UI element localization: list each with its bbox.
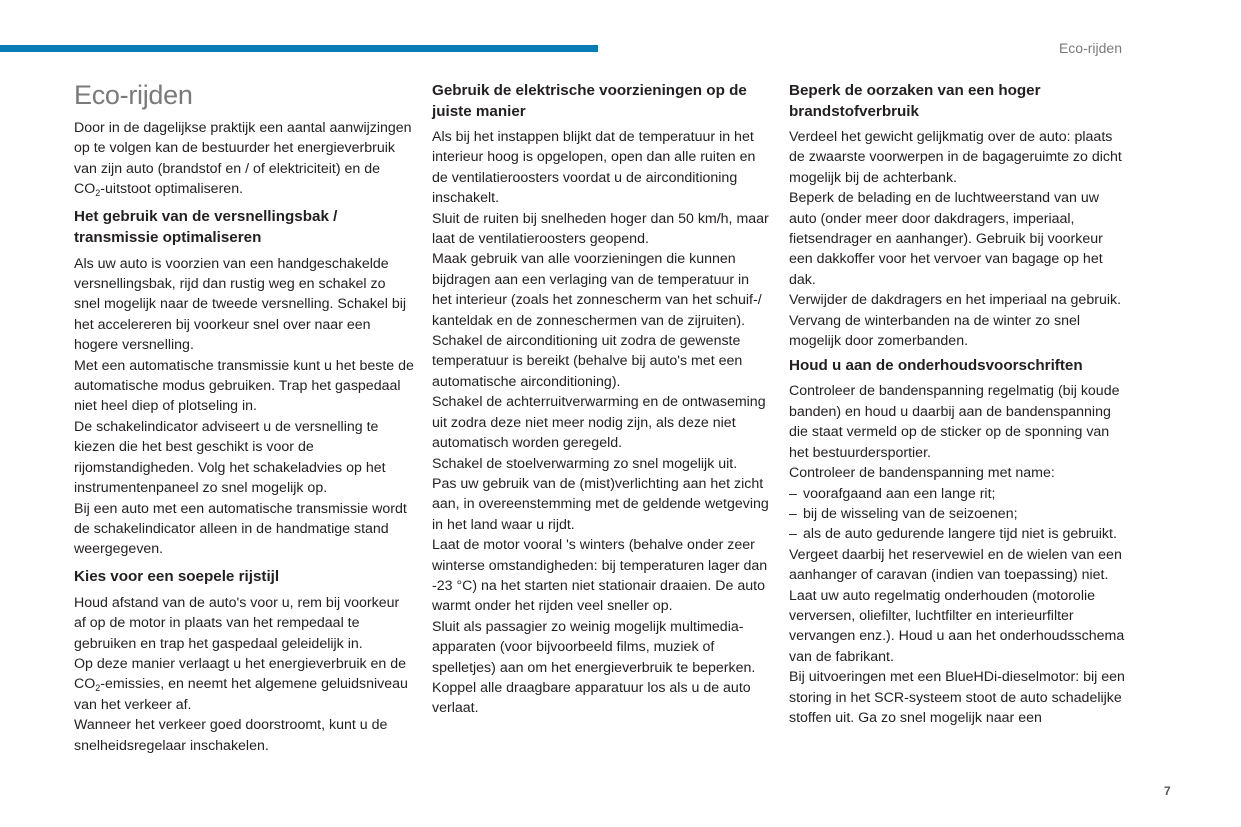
paragraph: Controleer de bandenspanning met name: xyxy=(789,465,1055,482)
paragraph: Beperk de belading en de luchtweerstand van uw auto (onder meer door dakdragers, imperiaal, fietsendrager en aanhanger). Gebruik bij voorkeur een dakkoffer voor het vervoer van bagage op het dak. xyxy=(789,190,1103,288)
list-item-text: bij de wisseling van de seizoenen; xyxy=(803,505,1018,522)
list-item xyxy=(789,524,1129,544)
paragraph: Als uw auto is voorzien van een handgeschakelde versnellingsbak, rijd dan rustig weg en schakel zo snel mogelijk naar de tweede versnelling. Schakel bij het accelereren bij voorkeur snel over naar een hogere versnelling. xyxy=(74,255,407,354)
header-accent-bar xyxy=(0,45,598,52)
section-heading-fuel-consumption: Beperk de oorzaken van een hoger brandstofverbruik xyxy=(789,82,1041,120)
paragraph: Verwijder de dakdragers en het imperiaal na gebruik. xyxy=(789,292,1122,309)
subscript-2: 2 xyxy=(95,683,101,694)
column-left xyxy=(74,80,414,756)
paragraph: Laat de motor vooral 's winters (behalve onder zeer winterse omstandigheden: bij temperaturen lager dan -23 °C) na het starten niet stationair draaien. De auto warmt onder het rijden veel sneller op. xyxy=(432,537,768,615)
paragraph: Bij uitvoeringen met een BlueHDi-dieselmotor: bij een storing in het SCR-systeem stoot de auto schadelijke stoffen uit. Ga zo snel mogelijk naar een xyxy=(789,669,1125,726)
list-item xyxy=(789,504,1129,524)
paragraph: Pas uw gebruik van de (mist)verlichting aan het zicht aan, in overeenstemming met de geldende wetgeving in het land waar u rijdt. xyxy=(432,475,769,533)
paragraph: Sluit als passagier zo weinig mogelijk multimedia-apparaten (voor bijvoorbeeld films, muziek of spelletjes) aan om het energieverbruik te beperken. xyxy=(432,618,756,676)
paragraph: Controleer de bandenspanning regelmatig (bij koude banden) en houd u daarbij aan de bandenspanning die staat vermeld op de sticker op de sponning van het bestuurdersportier. xyxy=(789,383,1120,461)
paragraph: Als bij het instappen blijkt dat de temperatuur in het interieur hoog is opgelopen, open dan alle ruiten en de ventilatieroosters voordat u de airconditioning inschakelt. xyxy=(432,129,756,207)
dash-bullet: – xyxy=(789,485,797,502)
subscript-2: 2 xyxy=(95,188,101,199)
page-number: 7 xyxy=(1164,784,1171,798)
paragraph: De schakelindicator adviseert u de versnelling te kiezen die het best geschikt is voor de rijomstandigheden. Volg het schakeladvies op het instrumentenpaneel zo snel mogelijk op. xyxy=(74,418,386,497)
paragraph: Maak gebruik van alle voorzieningen die kunnen bijdragen aan een verlaging van de temperatuur in het interieur (zoals het zonnescherm van het schuif-/ kanteldak en de zonneschermen van de zijruiten). xyxy=(432,251,762,329)
running-head: Eco-rijden xyxy=(1058,40,1122,56)
page-title: Eco-rijden xyxy=(74,80,193,110)
paragraph: Wanneer het verkeer goed doorstroomt, kunt u de snelheidsregelaar inschakelen. xyxy=(74,717,388,754)
dash-bullet: – xyxy=(789,505,797,522)
dash-bullet: – xyxy=(789,526,797,543)
intro-paragraph: Door in de dagelijkse praktijk een aantal aanwijzingen op te volgen kan de bestuurder het energieverbruik van zijn auto (brandstof en / of elektriciteit) en de $CO_2$-uitstoot optimaliseren. xyxy=(74,120,412,199)
column-middle xyxy=(432,80,772,719)
list-item-text: voorafgaand aan een lange rit; xyxy=(803,485,996,502)
section-heading-gearbox: Het gebruik van de versnellingsbak / transmissie optimaliseren xyxy=(74,207,338,246)
paragraph: Koppel alle draagbare apparatuur los als u de auto verlaat. xyxy=(432,679,751,717)
paragraph: Met een automatische transmissie kunt u het beste de automatische modus gebruiken. Trap het gaspedaal niet heel diep of plotseling in. xyxy=(74,357,414,415)
paragraph: Vergeet daarbij het reservewiel en de wielen van een aanhanger of caravan (indien van toepassing) niet. xyxy=(789,546,1122,584)
paragraph: Schakel de airconditioning uit zodra de gewenste temperatuur is bereikt (behalve bij auto's met een automatische airconditioning). xyxy=(432,333,743,390)
section-heading-driving-style: Kies voor een soepele rijstijl xyxy=(74,567,280,585)
paragraph: Schakel de stoelverwarming zo snel mogelijk uit. xyxy=(432,455,738,472)
paragraph: Houd afstand van de auto's voor u, rem bij voorkeur af op de motor in plaats van het rempedaal te gebruiken en trap het gaspedaal geleidelijk in. xyxy=(74,594,400,652)
section-heading-electrical: Gebruik de elektrische voorzieningen op de juiste manier xyxy=(432,82,747,120)
list-item-text: als de auto gedurende langere tijd niet is gebruikt. xyxy=(803,526,1117,543)
section-heading-maintenance: Houd u aan de onderhoudsvoorschriften xyxy=(789,357,1083,375)
paragraph: Schakel de achterruitverwarming en de ontwaseming uit zodra deze niet meer nodig zijn, als deze niet automatisch worden geregeld. xyxy=(432,394,766,452)
column-right xyxy=(789,80,1129,728)
paragraph: Laat uw auto regelmatig onderhouden (motorolie verversen, oliefilter, luchtfilter en interieurfilter vervangen enz.). Houd u aan het onderhoudsschema van de fabrikant. xyxy=(789,587,1125,665)
list-item xyxy=(789,484,1129,504)
paragraph: Bij een auto met een automatische transmissie wordt de schakelindicator alleen in de handmatige stand weergegeven. xyxy=(74,500,407,558)
paragraph: Vervang de winterbanden na de winter zo snel mogelijk door zomerbanden. xyxy=(789,312,1081,350)
paragraph: Sluit de ruiten bij snelheden hoger dan 50 km/h, maar laat de ventilatieroosters geopend. xyxy=(432,210,769,248)
paragraph: Op deze manier verlaagt u het energieverbruik en de $CO_2$-emissies, en neemt het algemene geluidsniveau van het verkeer af. xyxy=(74,655,408,713)
paragraph: Verdeel het gewicht gelijkmatig over de auto: plaats de zwaarste voorwerpen in de bagageruimte zo dicht mogelijk bij de achterbank. xyxy=(789,129,1122,186)
